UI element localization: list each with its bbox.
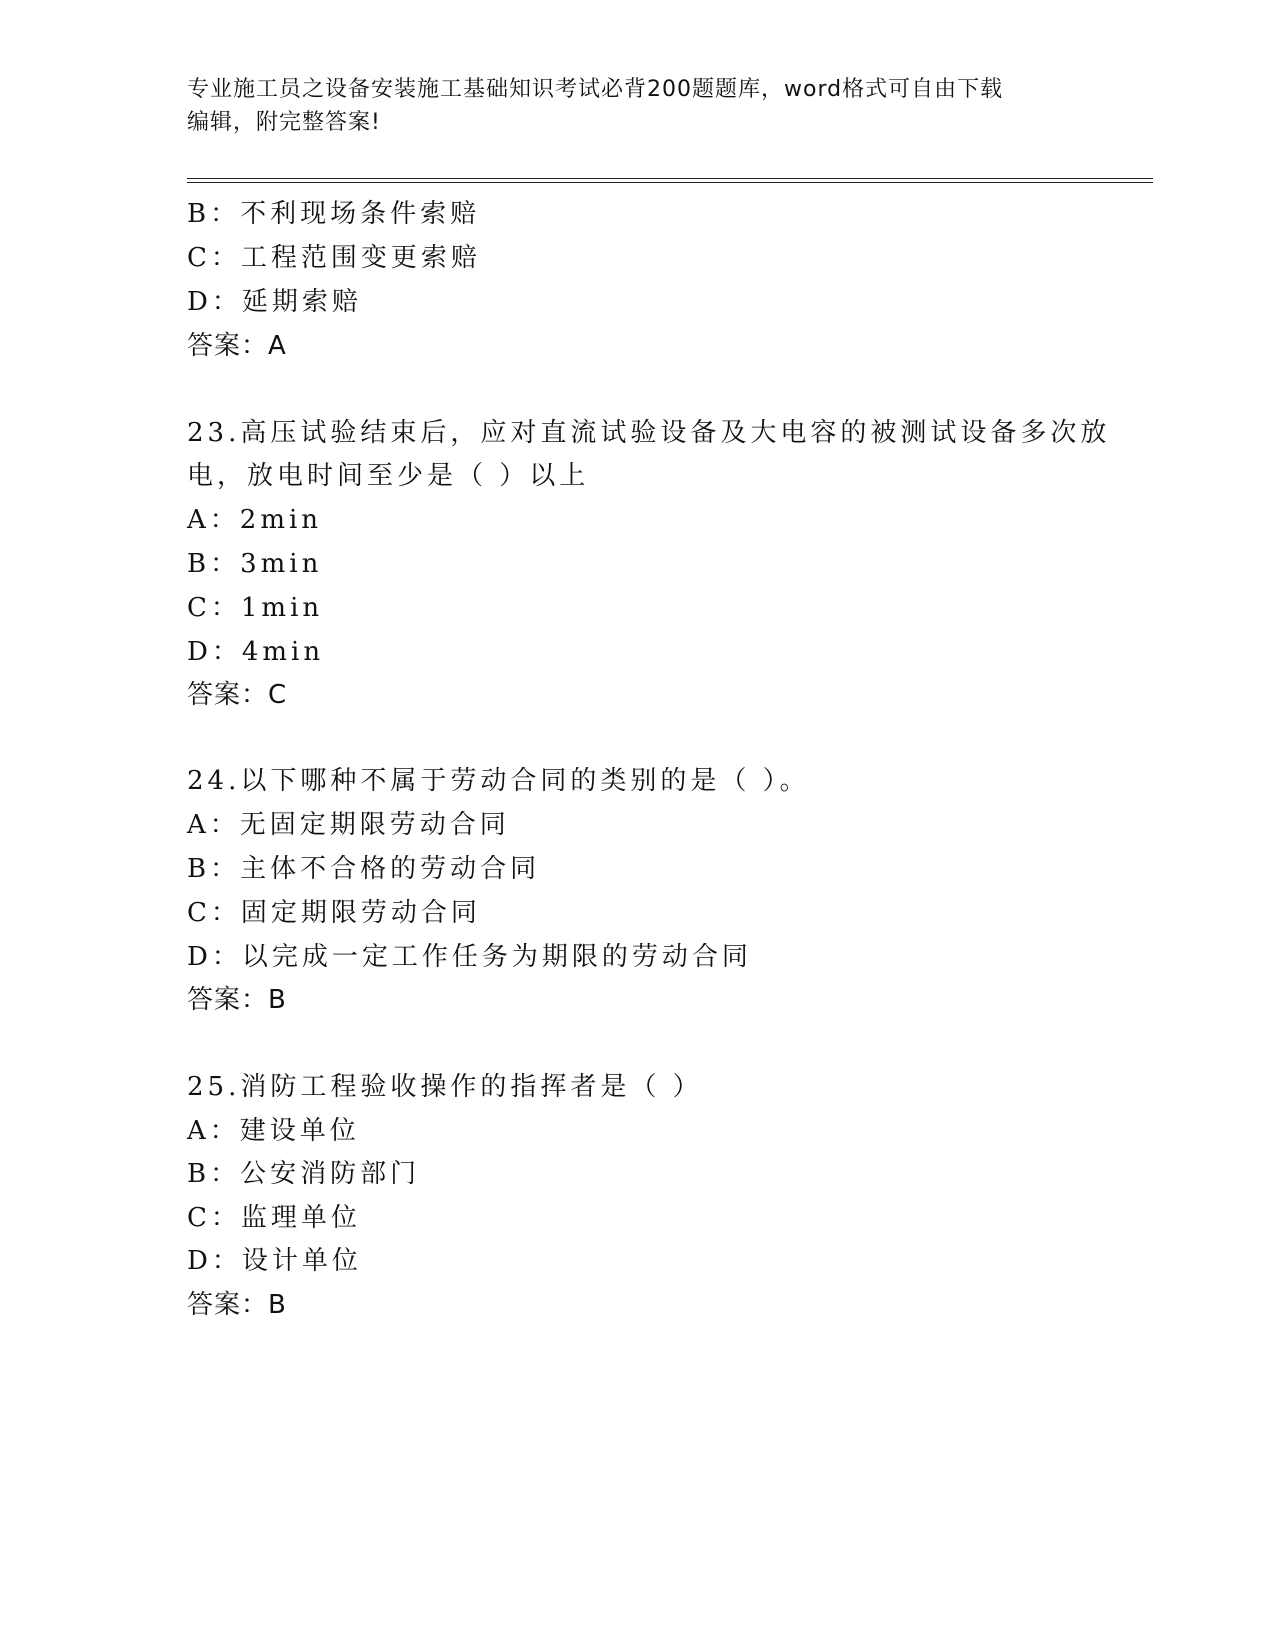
q23-stem-line-1: 23.高压试验结束后，应对直流试验设备及大电容的被测试设备多次放 xyxy=(187,418,1111,448)
q23-option-c: C：1min xyxy=(187,593,324,623)
header-divider-bottom xyxy=(187,182,1153,183)
header-divider-top xyxy=(187,178,1153,179)
q25-option-d: D：设计单位 xyxy=(187,1246,362,1276)
q22-option-d: D：延期索赔 xyxy=(187,287,362,317)
q25-answer: 答案：B xyxy=(187,1290,287,1320)
q23-option-b: B：3min xyxy=(187,549,323,579)
q24-option-b: B：主体不合格的劳动合同 xyxy=(187,854,541,884)
q22-answer: 答案：A xyxy=(187,331,287,361)
q25-option-a: A：建设单位 xyxy=(187,1116,360,1146)
header-title-line-1: 专业施工员之设备安装施工基础知识考试必背200题题库，word格式可自由下载 xyxy=(187,77,1004,102)
q23-option-d: D：4min xyxy=(187,637,325,667)
q24-option-c: C：固定期限劳动合同 xyxy=(187,898,481,928)
document-header xyxy=(187,73,1087,139)
q23-answer: 答案：C xyxy=(187,680,288,710)
q24-option-d: D：以完成一定工作任务为期限的劳动合同 xyxy=(187,942,752,972)
header-title-line-2: 编辑，附完整答案! xyxy=(187,110,381,135)
q25-option-c: C：监理单位 xyxy=(187,1203,361,1233)
q25-stem: 25.消防工程验收操作的指挥者是（ ） xyxy=(187,1072,703,1102)
q22-option-b: B：不利现场条件索赔 xyxy=(187,199,481,229)
q24-option-a: A：无固定期限劳动合同 xyxy=(187,810,510,840)
q24-stem: 24.以下哪种不属于劳动合同的类别的是（ ）。 xyxy=(187,766,810,796)
q24-answer: 答案：B xyxy=(187,985,287,1015)
q22-option-c: C：工程范围变更索赔 xyxy=(187,243,481,273)
q23-stem-line-2: 电，放电时间至少是（ ）以上 xyxy=(187,461,590,491)
q25-option-b: B：公安消防部门 xyxy=(187,1159,421,1189)
q23-option-a: A：2min xyxy=(187,505,323,535)
